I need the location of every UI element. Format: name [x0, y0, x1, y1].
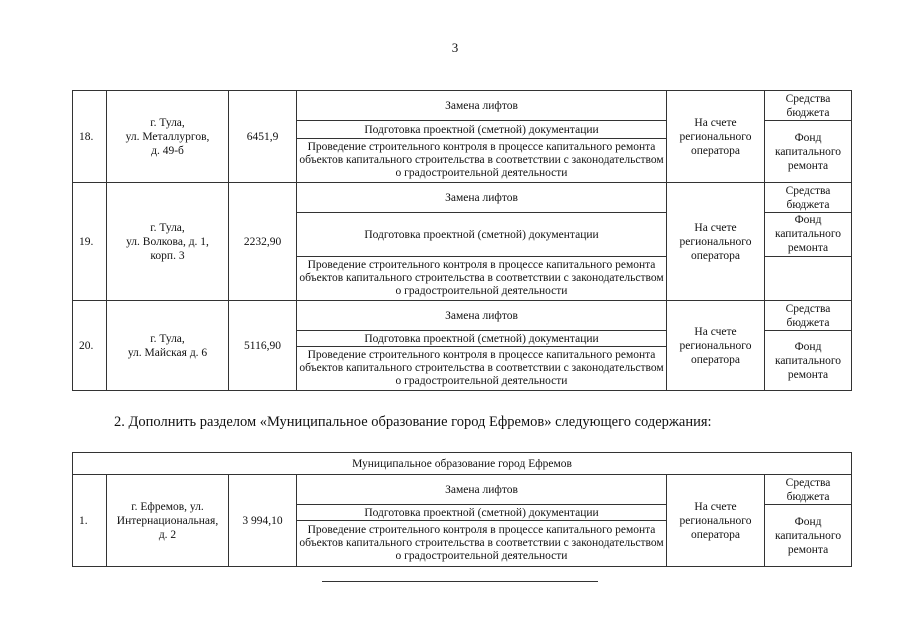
- address-line: корп. 3: [150, 249, 185, 262]
- table-row: [73, 183, 852, 213]
- section-header-row: [73, 453, 852, 475]
- work-item: Проведение строительного контроля в процессе капитального ремонта объектов капитального строительства в соответствии с законодательством о градостроительной деятельности: [297, 347, 667, 391]
- work-item: Подготовка проектной (сметной) документации: [297, 121, 667, 139]
- address-cell: [107, 183, 229, 301]
- account-cell: [667, 183, 765, 301]
- work-item: Замена лифтов: [297, 301, 667, 331]
- work-item: Проведение строительного контроля в процессе капитального ремонта объектов капитального строительства в соответствии с законодательством о градостроительной деятельности: [297, 139, 667, 183]
- account-line: оператора: [690, 353, 741, 366]
- address-cell: [107, 475, 229, 567]
- work-item: Замена лифтов: [297, 91, 667, 121]
- repair-table-tula: [72, 90, 852, 391]
- work-item: Замена лифтов: [297, 475, 667, 505]
- area-cell: 5116,90: [229, 301, 297, 391]
- account-line: регионального: [679, 130, 752, 143]
- account-line: На счете: [694, 116, 737, 129]
- table-row: [73, 475, 852, 505]
- row-number: 18.: [73, 91, 107, 183]
- address-line: д. 2: [158, 528, 177, 541]
- funding-source: Средства бюджета: [765, 91, 852, 121]
- funding-source: Средства бюджета: [765, 475, 852, 505]
- empty-cell: [765, 257, 852, 301]
- area-cell: 3 994,10: [229, 475, 297, 567]
- work-item: Подготовка проектной (сметной) документации: [297, 213, 667, 257]
- address-line: д. 49-б: [151, 144, 184, 157]
- area-cell: 6451,9: [229, 91, 297, 183]
- address-cell: [107, 301, 229, 391]
- address-line: г. Тула,: [150, 116, 185, 129]
- work-item: Подготовка проектной (сметной) документации: [297, 505, 667, 521]
- account-cell: [667, 91, 765, 183]
- amendment-paragraph: 2. Дополнить разделом «Муниципальное образование город Ефремов» следующего содержания:: [114, 414, 712, 430]
- account-line: регионального: [679, 235, 752, 248]
- address-line: г. Ефремов, ул.: [131, 500, 204, 513]
- account-cell: [667, 475, 765, 567]
- row-number: 19.: [73, 183, 107, 301]
- row-number: 20.: [73, 301, 107, 391]
- account-line: оператора: [690, 144, 741, 157]
- work-item: Замена лифтов: [297, 183, 667, 213]
- address-line: Интернациональная,: [116, 514, 219, 527]
- address-line: г. Тула,: [150, 221, 185, 234]
- funding-source: Фонд капитального ремонта: [765, 121, 852, 183]
- funding-source: Фонд капитального ремонта: [765, 505, 852, 567]
- funding-source: Средства бюджета: [765, 301, 852, 331]
- work-item: Проведение строительного контроля в процессе капитального ремонта объектов капитального строительства в соответствии с законодательством о градостроительной деятельности: [297, 521, 667, 567]
- row-number: 1.: [73, 475, 107, 567]
- account-line: регионального: [679, 339, 752, 352]
- section-header: Муниципальное образование город Ефремов: [73, 453, 852, 475]
- funding-source: Фонд капитального ремонта: [765, 213, 852, 257]
- account-line: На счете: [694, 221, 737, 234]
- table-row: [73, 301, 852, 331]
- area-cell: 2232,90: [229, 183, 297, 301]
- account-line: На счете: [694, 325, 737, 338]
- table-row: [73, 91, 852, 121]
- repair-table-efremov: [72, 452, 852, 567]
- page-number: 3: [451, 40, 459, 55]
- account-line: оператора: [690, 528, 741, 541]
- work-item: Подготовка проектной (сметной) документации: [297, 331, 667, 347]
- work-item: Проведение строительного контроля в процессе капитального ремонта объектов капитального строительства в соответствии с законодательством о градостроительной деятельности: [297, 257, 667, 301]
- divider-line: [322, 581, 598, 582]
- funding-source: Средства бюджета: [765, 183, 852, 213]
- account-line: На счете: [694, 500, 737, 513]
- address-line: ул. Майская д. 6: [127, 346, 208, 359]
- address-line: г. Тула,: [150, 332, 185, 345]
- account-line: регионального: [679, 514, 752, 527]
- address-cell: [107, 91, 229, 183]
- funding-source: Фонд капитального ремонта: [765, 331, 852, 391]
- account-line: оператора: [690, 249, 741, 262]
- account-cell: [667, 301, 765, 391]
- address-line: ул. Металлургов,: [125, 130, 210, 143]
- address-line: ул. Волкова, д. 1,: [126, 235, 209, 248]
